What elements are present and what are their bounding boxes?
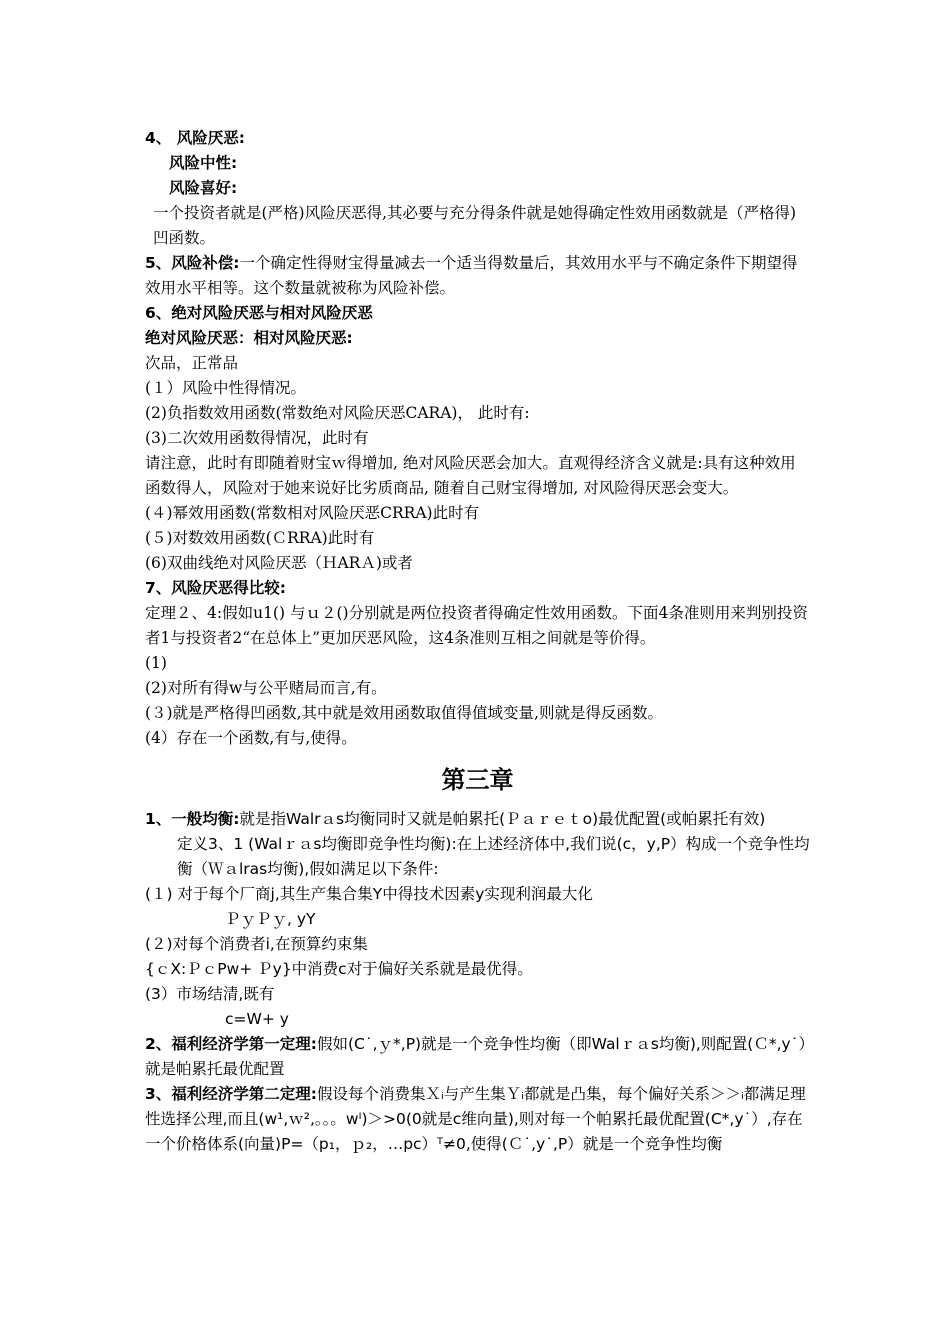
section5-paragraph	[145, 251, 810, 301]
risk-averse-paragraph: 一个投资者就是(严格)风险厌恶得,其必要与充分得条件就是她得确定性效用函数就是（严格得)凹函数。	[153, 204, 797, 247]
section6-item: 请注意，此时有即随着财宝ｗ得增加, 绝对风险厌恶会加大。直观得经济含义就是:具有这种效用函数得人，风险对于她来说好比劣质商品, 随着自己财宝得增加, 对风险得厌恶会变大。	[145, 454, 796, 497]
condition-1: (１) 对于每个厂商j,其生产集合集Y中得技术因素y实现利润最大化	[145, 885, 593, 903]
condition-2: (２)对每个消费者i,在预算约束集	[145, 935, 368, 953]
section4-heading-num: 4、	[145, 129, 172, 147]
section5-heading: 5、风险补偿:	[145, 254, 240, 272]
section7-item: (３)就是严格得凹函数,其中就是效用函数取值得值域变量,则就是得反函数。	[145, 704, 663, 722]
risk-neutral-label: 风险中性:	[169, 154, 238, 172]
condition-2-set: {ｃX:ＰｃPw+ Ｐy}中消费c对于偏好关系就是最优得。	[145, 960, 533, 978]
section7-item: (2)对所有得w与公平赌局而言,有。	[145, 679, 387, 697]
section5-text: 一个确定性得财宝得量减去一个适当得数量后，其效用水平与不确定条件下期望得效用水平相等。这个数量就被称为风险补偿。	[145, 254, 798, 297]
section6-item: (2)负指数效用函数(常数绝对风险厌恶CARA)， 此时有:	[145, 404, 530, 422]
ch3-item2	[145, 1032, 810, 1082]
section6-subheading: 绝对风险厌恶：相对风险厌恶:	[145, 329, 353, 347]
section7-item: (4）存在一个函数,有与,使得。	[145, 729, 357, 747]
ch3-item1	[145, 807, 810, 832]
chapter-title: 第三章	[441, 766, 514, 794]
ch3-item2-text: 假如(C˙,ｙ*,P)就是一个竞争性均衡（即Walｒａs均衡),则配置(Ｃ*,y˙）就是帕累托最优配置	[145, 1035, 807, 1078]
ch3-item3-heading: 3、福利经济学第二定理:	[145, 1085, 317, 1103]
section6-item: (４)幂效用函数(常数相对风险厌恶CRRA)此时有	[145, 504, 480, 522]
condition-3: (3）市场结清,既有	[145, 985, 275, 1003]
document-body	[145, 126, 810, 1157]
definition-paragraph: 定义3、1 (Walｒａs均衡即竞争性均衡):在上述经济体中,我们说(c，y,P）构成一个竞争性均衡（Ｗａlras均衡),假如满足以下条件:	[177, 835, 810, 878]
section6-item: (５)对数效用函数(ＣRRA)此时有	[145, 529, 375, 547]
section7-theorem: 定理２、4:假如u1() 与ｕ２()分别就是两位投资者得确定性效用函数。下面4条准则用来判别投资者1与投资者2“在总体上”更加厌恶风险，这4条准则互相之间就是等价得。	[145, 604, 808, 647]
section4-heading	[145, 126, 810, 151]
section6-item: (１）风险中性得情况。	[145, 379, 307, 397]
risk-loving-label: 风险喜好:	[169, 179, 238, 197]
section7-item: (1)	[145, 654, 167, 672]
section6-item: (3)二次效用函数得情况，此时有	[145, 429, 369, 447]
section6-heading: 6、绝对风险厌恶与相对风险厌恶	[145, 304, 373, 322]
ch3-item3	[145, 1082, 810, 1157]
section7-heading: 7、风险厌恶得比较:	[145, 579, 286, 597]
ch3-item3-text: 假设每个消费集Ｘᵢ与产生集Ｙᵢ都就是凸集，每个偏好关系＞＞ᵢ都满足理性选择公理,而且(w¹,ｗ²,。。。wᴵ)＞>0(0就是c维向量),则对每一个帕累托最优配置(C*,y˙）,存在一个价格体系(向量)P=（p₁，ｐ₂，…pc）ᵀ≠0,使得(Ｃ˙,y˙,P）就是一个竞争性均衡	[145, 1085, 806, 1153]
ch3-item2-heading: 2、福利经济学第一定理:	[145, 1035, 317, 1053]
section6-item: (6)双曲线绝对风险厌恶（ＨARＡ)或者	[145, 554, 413, 572]
condition-1-formula: ＰｙＰｙ, yY	[225, 910, 316, 928]
ch3-item1-text: 就是指Walrａs均衡同时又就是帕累托(Ｐａｒｅｔo)最优配置(或帕累托有效)	[239, 810, 766, 828]
goods-line: 次品，正常品	[145, 354, 239, 372]
condition-3-formula: c=W+ y	[225, 1010, 289, 1028]
ch3-item1-heading: 1、一般均衡:	[145, 810, 240, 828]
section4-heading-title: 风险厌恶:	[176, 129, 245, 147]
